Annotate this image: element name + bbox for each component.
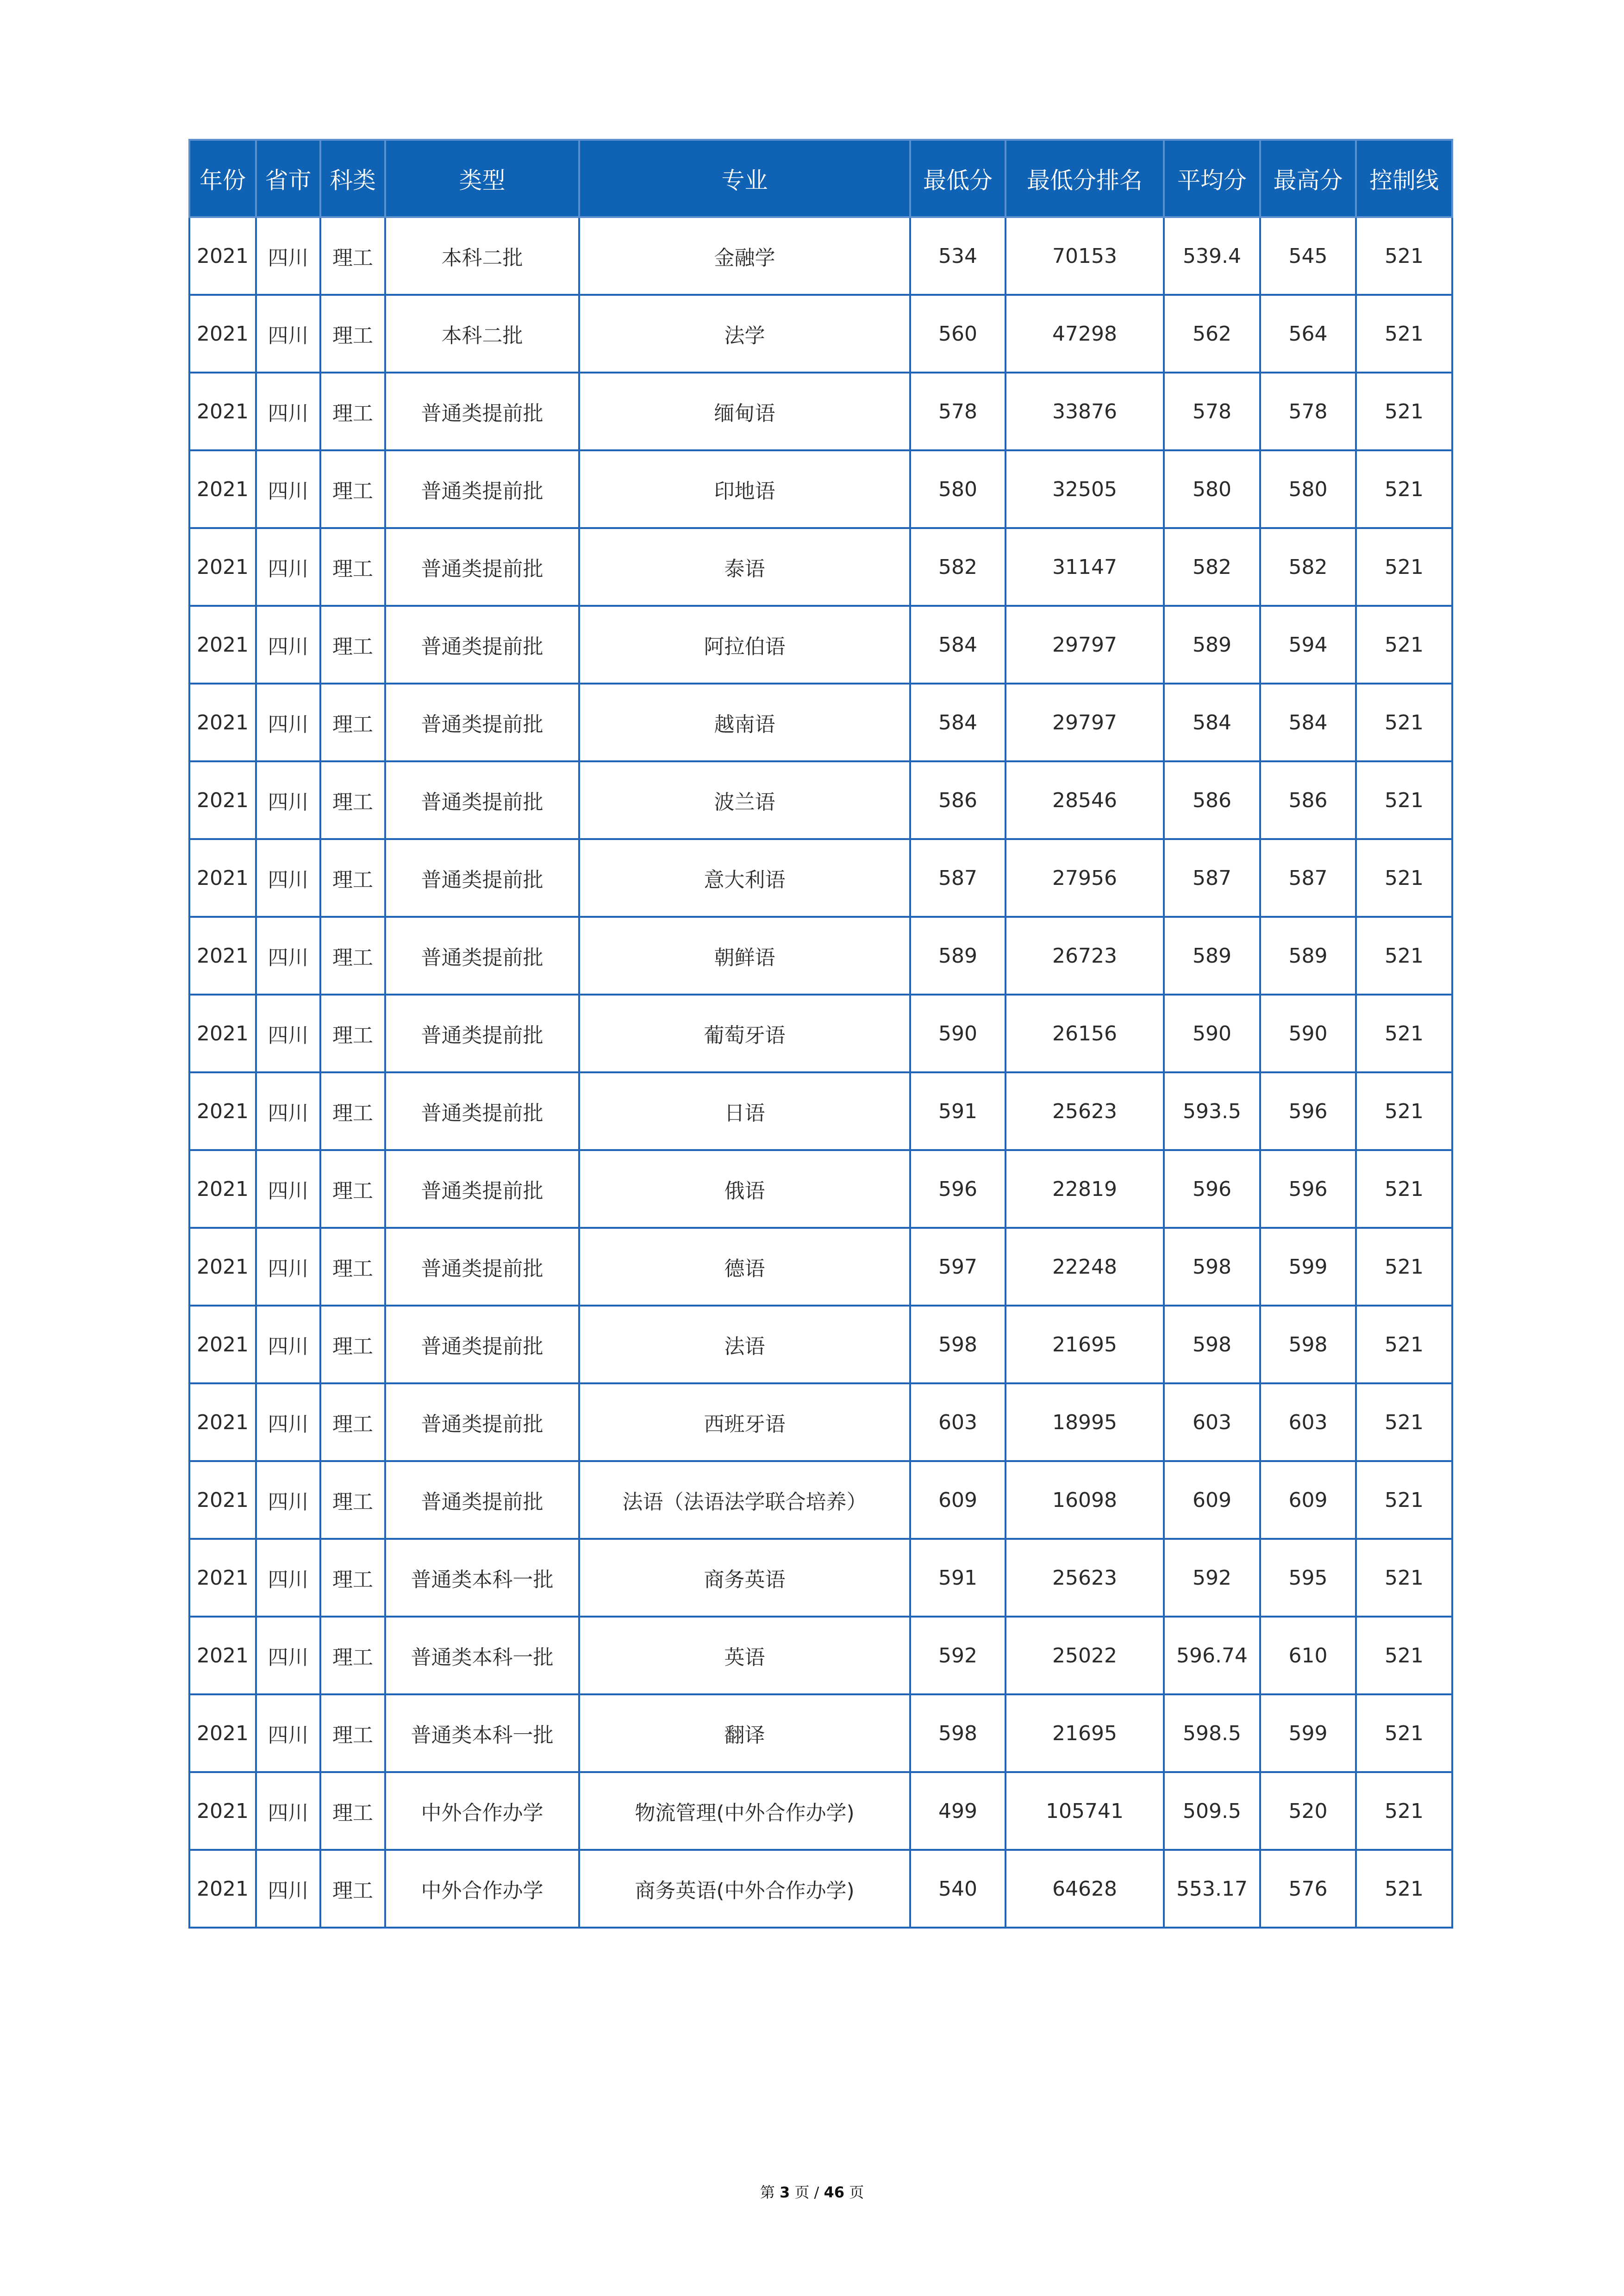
table-cell: 四川 <box>256 1772 320 1850</box>
table-cell: 理工 <box>320 839 385 917</box>
table-cell: 2021 <box>189 995 256 1072</box>
table-cell: 521 <box>1356 995 1452 1072</box>
column-header: 专业 <box>579 140 910 217</box>
table-cell: 521 <box>1356 450 1452 528</box>
table-cell: 598 <box>910 1694 1006 1772</box>
column-header: 最高分 <box>1260 140 1356 217</box>
footer-mid: 页 / <box>794 2184 819 2201</box>
column-header: 年份 <box>189 140 256 217</box>
table-cell: 四川 <box>256 839 320 917</box>
table-cell: 意大利语 <box>579 839 910 917</box>
table-cell: 586 <box>1164 761 1260 839</box>
table-cell: 中外合作办学 <box>385 1850 579 1928</box>
table-cell: 2021 <box>189 1694 256 1772</box>
table-cell: 英语 <box>579 1617 910 1694</box>
table-cell: 580 <box>1164 450 1260 528</box>
table-cell: 法语 <box>579 1306 910 1383</box>
table-cell: 598 <box>1260 1306 1356 1383</box>
table-cell: 四川 <box>256 217 320 295</box>
table-cell: 四川 <box>256 1617 320 1694</box>
table-cell: 29797 <box>1006 684 1164 761</box>
table-row <box>189 839 1452 917</box>
table-cell: 521 <box>1356 1306 1452 1383</box>
table-cell: 金融学 <box>579 217 910 295</box>
table-cell: 521 <box>1356 1694 1452 1772</box>
column-header: 最低分排名 <box>1006 140 1164 217</box>
table-cell: 法语（法语法学联合培养） <box>579 1461 910 1539</box>
table-cell: 普通类提前批 <box>385 1150 579 1228</box>
table-cell: 582 <box>1164 528 1260 606</box>
table-cell: 609 <box>1260 1461 1356 1539</box>
table-cell: 理工 <box>320 373 385 450</box>
table-cell: 578 <box>1164 373 1260 450</box>
table-cell: 越南语 <box>579 684 910 761</box>
table-cell: 521 <box>1356 684 1452 761</box>
table-cell: 翻译 <box>579 1694 910 1772</box>
table-cell: 521 <box>1356 528 1452 606</box>
table-cell: 普通类提前批 <box>385 995 579 1072</box>
table-cell: 四川 <box>256 1228 320 1306</box>
table-cell: 105741 <box>1006 1772 1164 1850</box>
table-cell: 521 <box>1356 606 1452 684</box>
table-cell: 阿拉伯语 <box>579 606 910 684</box>
table-row <box>189 606 1452 684</box>
table-cell: 理工 <box>320 1539 385 1617</box>
table-cell: 26156 <box>1006 995 1164 1072</box>
table-cell: 586 <box>1260 761 1356 839</box>
table-cell: 四川 <box>256 1461 320 1539</box>
table-cell: 普通类提前批 <box>385 1461 579 1539</box>
table-cell: 598 <box>1164 1228 1260 1306</box>
table-cell: 理工 <box>320 1461 385 1539</box>
table-row <box>189 684 1452 761</box>
table-cell: 理工 <box>320 995 385 1072</box>
table-cell: 2021 <box>189 450 256 528</box>
table-row <box>189 1150 1452 1228</box>
table-cell: 2021 <box>189 1850 256 1928</box>
table-cell: 25623 <box>1006 1072 1164 1150</box>
table-cell: 理工 <box>320 295 385 373</box>
table-cell: 日语 <box>579 1072 910 1150</box>
table-cell: 2021 <box>189 1461 256 1539</box>
table-cell: 四川 <box>256 1383 320 1461</box>
table-cell: 2021 <box>189 606 256 684</box>
table-cell: 560 <box>910 295 1006 373</box>
table-cell: 595 <box>1260 1539 1356 1617</box>
table-cell: 582 <box>910 528 1006 606</box>
table-cell: 590 <box>1260 995 1356 1072</box>
table-cell: 33876 <box>1006 373 1164 450</box>
table-cell: 2021 <box>189 1383 256 1461</box>
table-cell: 理工 <box>320 1850 385 1928</box>
table-cell: 584 <box>910 684 1006 761</box>
table-cell: 普通类提前批 <box>385 606 579 684</box>
footer-prefix: 第 <box>760 2184 775 2201</box>
table-cell: 普通类提前批 <box>385 528 579 606</box>
table-cell: 理工 <box>320 761 385 839</box>
table-cell: 584 <box>910 606 1006 684</box>
table-cell: 德语 <box>579 1228 910 1306</box>
table-cell: 22248 <box>1006 1228 1164 1306</box>
table-header-row <box>189 140 1452 217</box>
table-cell: 理工 <box>320 606 385 684</box>
table-cell: 521 <box>1356 1383 1452 1461</box>
table-row <box>189 1850 1452 1928</box>
table-cell: 普通类提前批 <box>385 917 579 995</box>
table-cell: 591 <box>910 1539 1006 1617</box>
table-cell: 609 <box>1164 1461 1260 1539</box>
table-cell: 四川 <box>256 761 320 839</box>
table-cell: 521 <box>1356 917 1452 995</box>
table-cell: 603 <box>1260 1383 1356 1461</box>
table-cell: 中外合作办学 <box>385 1772 579 1850</box>
table-cell: 2021 <box>189 528 256 606</box>
table-cell: 576 <box>1260 1850 1356 1928</box>
table-cell: 589 <box>1164 606 1260 684</box>
table-cell: 520 <box>1260 1772 1356 1850</box>
table-cell: 普通类提前批 <box>385 1306 579 1383</box>
table-cell: 四川 <box>256 1539 320 1617</box>
table-cell: 普通类提前批 <box>385 1383 579 1461</box>
table-cell: 596 <box>1260 1072 1356 1150</box>
table-cell: 609 <box>910 1461 1006 1539</box>
table-cell: 521 <box>1356 1150 1452 1228</box>
footer-suffix: 页 <box>849 2184 864 2201</box>
table-cell: 理工 <box>320 1072 385 1150</box>
table-row <box>189 1539 1452 1617</box>
table-cell: 26723 <box>1006 917 1164 995</box>
table-cell: 2021 <box>189 1228 256 1306</box>
table-cell: 四川 <box>256 1850 320 1928</box>
table-cell: 四川 <box>256 917 320 995</box>
table-cell: 29797 <box>1006 606 1164 684</box>
table-cell: 普通类本科一批 <box>385 1617 579 1694</box>
table-cell: 521 <box>1356 1072 1452 1150</box>
table-cell: 波兰语 <box>579 761 910 839</box>
table-cell: 普通类提前批 <box>385 450 579 528</box>
table-cell: 596 <box>910 1150 1006 1228</box>
table-cell: 580 <box>910 450 1006 528</box>
table-cell: 539.4 <box>1164 217 1260 295</box>
table-row <box>189 295 1452 373</box>
table-cell: 521 <box>1356 1228 1452 1306</box>
table-cell: 理工 <box>320 917 385 995</box>
table-cell: 理工 <box>320 1694 385 1772</box>
table-cell: 521 <box>1356 1850 1452 1928</box>
table-cell: 599 <box>1260 1694 1356 1772</box>
table-cell: 普通类提前批 <box>385 761 579 839</box>
table-cell: 534 <box>910 217 1006 295</box>
table-cell: 64628 <box>1006 1850 1164 1928</box>
table-cell: 610 <box>1260 1617 1356 1694</box>
table-cell: 587 <box>1260 839 1356 917</box>
table-cell: 理工 <box>320 1228 385 1306</box>
table-cell: 596 <box>1260 1150 1356 1228</box>
column-header: 科类 <box>320 140 385 217</box>
table-cell: 普通类提前批 <box>385 1228 579 1306</box>
table-cell: 562 <box>1164 295 1260 373</box>
table-row <box>189 761 1452 839</box>
table-cell: 理工 <box>320 1306 385 1383</box>
table-cell: 2021 <box>189 1150 256 1228</box>
table-cell: 603 <box>910 1383 1006 1461</box>
table-cell: 545 <box>1260 217 1356 295</box>
page-footer <box>0 2181 1624 2202</box>
table-row <box>189 1772 1452 1850</box>
table-cell: 582 <box>1260 528 1356 606</box>
table-cell: 2021 <box>189 917 256 995</box>
admission-scores-table <box>188 139 1453 1929</box>
table-cell: 596 <box>1164 1150 1260 1228</box>
table-cell: 2021 <box>189 1306 256 1383</box>
table-row <box>189 1072 1452 1150</box>
table-cell: 2021 <box>189 1539 256 1617</box>
table-cell: 27956 <box>1006 839 1164 917</box>
table-cell: 598 <box>1164 1306 1260 1383</box>
table-cell: 理工 <box>320 217 385 295</box>
table-cell: 593.5 <box>1164 1072 1260 1150</box>
table-cell: 587 <box>910 839 1006 917</box>
table-cell: 589 <box>1260 917 1356 995</box>
table-cell: 32505 <box>1006 450 1164 528</box>
table-cell: 商务英语(中外合作办学) <box>579 1850 910 1928</box>
table-row <box>189 1383 1452 1461</box>
table-cell: 47298 <box>1006 295 1164 373</box>
table-cell: 521 <box>1356 1772 1452 1850</box>
table-cell: 法学 <box>579 295 910 373</box>
table-cell: 590 <box>1164 995 1260 1072</box>
table-cell: 594 <box>1260 606 1356 684</box>
table-cell: 理工 <box>320 528 385 606</box>
table-cell: 16098 <box>1006 1461 1164 1539</box>
column-header: 省市 <box>256 140 320 217</box>
table-row <box>189 450 1452 528</box>
table-cell: 521 <box>1356 373 1452 450</box>
table-cell: 理工 <box>320 1383 385 1461</box>
table-cell: 589 <box>1164 917 1260 995</box>
table-cell: 本科二批 <box>385 295 579 373</box>
table-cell: 2021 <box>189 684 256 761</box>
table-cell: 朝鲜语 <box>579 917 910 995</box>
table-row <box>189 1617 1452 1694</box>
table-cell: 四川 <box>256 1306 320 1383</box>
table-cell: 葡萄牙语 <box>579 995 910 1072</box>
table-cell: 普通类提前批 <box>385 684 579 761</box>
table-cell: 理工 <box>320 450 385 528</box>
table-cell: 理工 <box>320 1617 385 1694</box>
table-row <box>189 917 1452 995</box>
table-cell: 2021 <box>189 217 256 295</box>
table-cell: 591 <box>910 1072 1006 1150</box>
table-row <box>189 1694 1452 1772</box>
table-cell: 本科二批 <box>385 217 579 295</box>
table-cell: 587 <box>1164 839 1260 917</box>
column-header: 类型 <box>385 140 579 217</box>
table-cell: 普通类提前批 <box>385 839 579 917</box>
table-cell: 599 <box>1260 1228 1356 1306</box>
table-row <box>189 1228 1452 1306</box>
table-cell: 物流管理(中外合作办学) <box>579 1772 910 1850</box>
table-cell: 理工 <box>320 684 385 761</box>
table-cell: 俄语 <box>579 1150 910 1228</box>
table-cell: 521 <box>1356 761 1452 839</box>
table-cell: 四川 <box>256 995 320 1072</box>
table-row <box>189 373 1452 450</box>
table-row <box>189 217 1452 295</box>
table-cell: 596.74 <box>1164 1617 1260 1694</box>
table-cell: 592 <box>1164 1539 1260 1617</box>
table-cell: 598.5 <box>1164 1694 1260 1772</box>
table-cell: 584 <box>1260 684 1356 761</box>
table-cell: 2021 <box>189 761 256 839</box>
table-cell: 578 <box>910 373 1006 450</box>
table-cell: 四川 <box>256 606 320 684</box>
table-cell: 2021 <box>189 839 256 917</box>
table-cell: 589 <box>910 917 1006 995</box>
table-cell: 584 <box>1164 684 1260 761</box>
table-cell: 22819 <box>1006 1150 1164 1228</box>
table-row <box>189 528 1452 606</box>
table-cell: 598 <box>910 1306 1006 1383</box>
table-cell: 18995 <box>1006 1383 1164 1461</box>
column-header: 控制线 <box>1356 140 1452 217</box>
table-row <box>189 1306 1452 1383</box>
table-row <box>189 1461 1452 1539</box>
table-cell: 553.17 <box>1164 1850 1260 1928</box>
table-cell: 四川 <box>256 1694 320 1772</box>
table-cell: 四川 <box>256 450 320 528</box>
table-cell: 西班牙语 <box>579 1383 910 1461</box>
table-cell: 499 <box>910 1772 1006 1850</box>
current-page: 3 <box>779 2184 790 2201</box>
table-cell: 31147 <box>1006 528 1164 606</box>
table-cell: 590 <box>910 995 1006 1072</box>
table-cell: 泰语 <box>579 528 910 606</box>
table-cell: 缅甸语 <box>579 373 910 450</box>
table-cell: 25623 <box>1006 1539 1164 1617</box>
table-cell: 509.5 <box>1164 1772 1260 1850</box>
table-cell: 25022 <box>1006 1617 1164 1694</box>
table-cell: 普通类本科一批 <box>385 1539 579 1617</box>
table-cell: 592 <box>910 1617 1006 1694</box>
table-cell: 21695 <box>1006 1694 1164 1772</box>
table-cell: 四川 <box>256 295 320 373</box>
table-cell: 580 <box>1260 450 1356 528</box>
table-cell: 564 <box>1260 295 1356 373</box>
table-cell: 603 <box>1164 1383 1260 1461</box>
table-cell: 21695 <box>1006 1306 1164 1383</box>
table-cell: 2021 <box>189 1072 256 1150</box>
table-cell: 70153 <box>1006 217 1164 295</box>
column-header: 最低分 <box>910 140 1006 217</box>
table-cell: 2021 <box>189 1617 256 1694</box>
table-cell: 597 <box>910 1228 1006 1306</box>
table-cell: 理工 <box>320 1772 385 1850</box>
table-cell: 2021 <box>189 1772 256 1850</box>
table-cell: 540 <box>910 1850 1006 1928</box>
table-cell: 普通类提前批 <box>385 373 579 450</box>
total-pages: 46 <box>824 2184 845 2201</box>
table-cell: 四川 <box>256 373 320 450</box>
table-cell: 四川 <box>256 1150 320 1228</box>
table-cell: 521 <box>1356 1617 1452 1694</box>
column-header: 平均分 <box>1164 140 1260 217</box>
table-cell: 理工 <box>320 1150 385 1228</box>
table-cell: 四川 <box>256 684 320 761</box>
table-cell: 521 <box>1356 217 1452 295</box>
table-cell: 四川 <box>256 528 320 606</box>
table-cell: 521 <box>1356 1539 1452 1617</box>
table-cell: 521 <box>1356 839 1452 917</box>
table-cell: 四川 <box>256 1072 320 1150</box>
table-cell: 商务英语 <box>579 1539 910 1617</box>
table-cell: 521 <box>1356 295 1452 373</box>
table-cell: 普通类本科一批 <box>385 1694 579 1772</box>
table-cell: 2021 <box>189 295 256 373</box>
table-cell: 印地语 <box>579 450 910 528</box>
table-cell: 521 <box>1356 1461 1452 1539</box>
table-row <box>189 995 1452 1072</box>
table-cell: 578 <box>1260 373 1356 450</box>
table-cell: 普通类提前批 <box>385 1072 579 1150</box>
table-cell: 28546 <box>1006 761 1164 839</box>
table-cell: 586 <box>910 761 1006 839</box>
table-cell: 2021 <box>189 373 256 450</box>
